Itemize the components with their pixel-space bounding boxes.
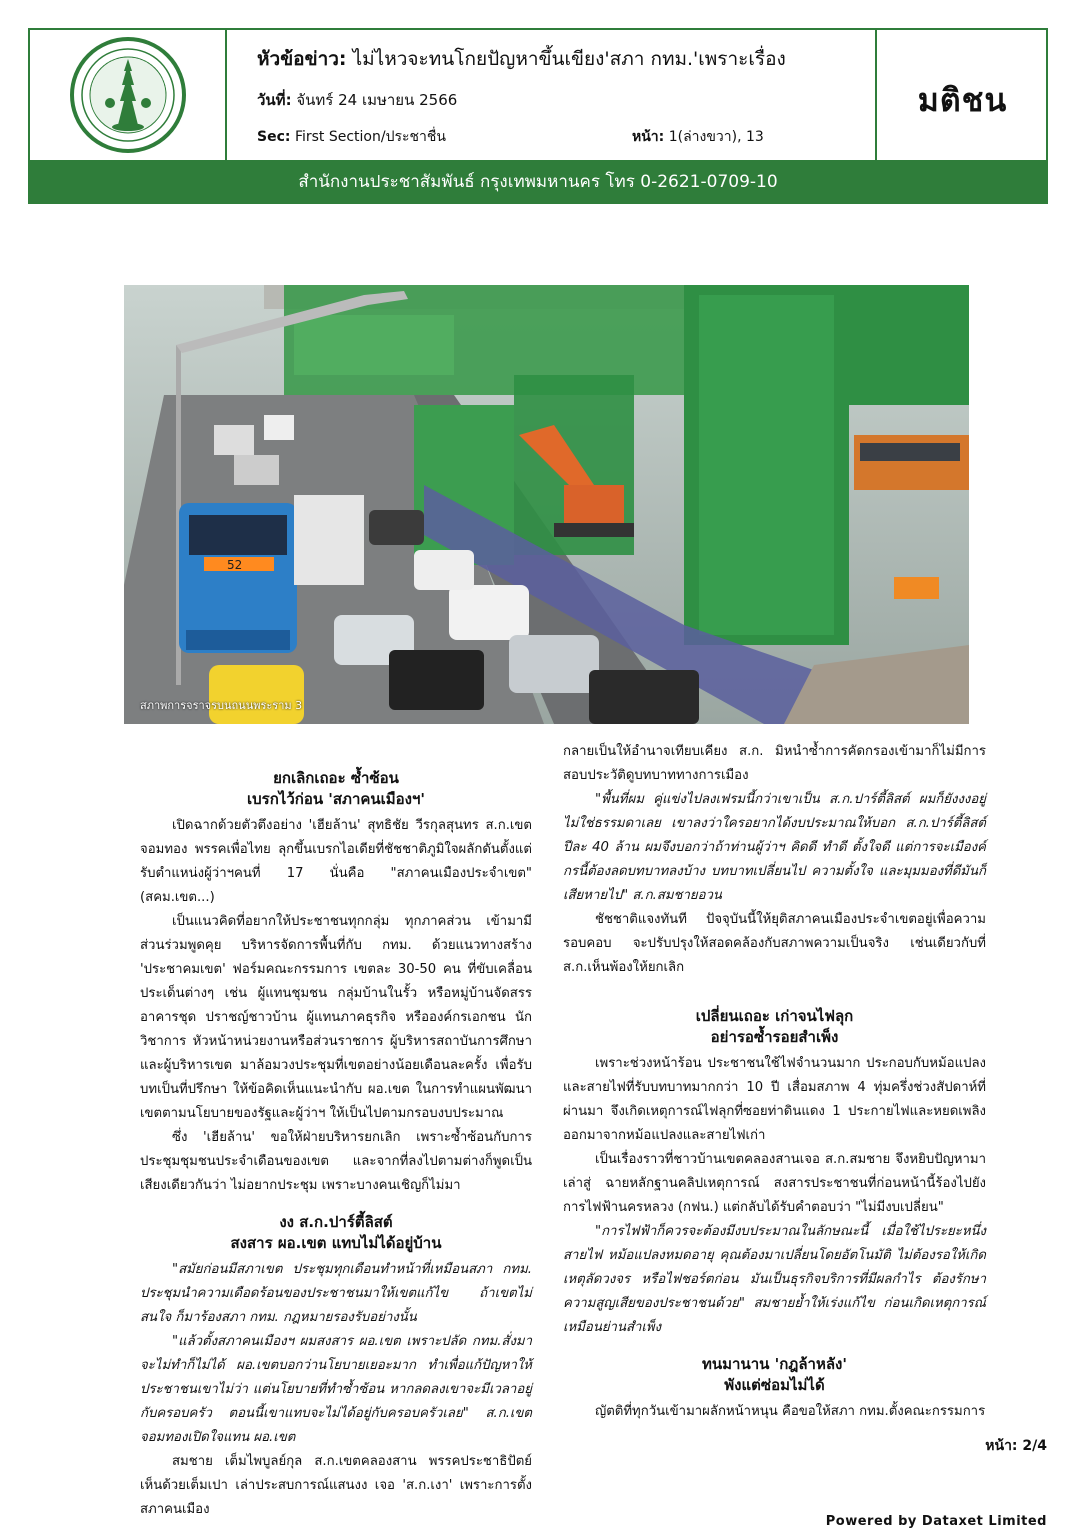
subheading-cancel-line2: เบรกไว้ก่อน 'สภาคนเมืองฯ' <box>246 790 426 808</box>
subheading-partylist-line2: สงสาร ผอ.เขต แทบไม่ได้อยู่บ้าน <box>230 1234 442 1252</box>
section-value: First Section/ประชาชื่น <box>294 129 446 145</box>
bus-route-sign: 52 <box>227 558 243 572</box>
subheading-fire-line1: เปลี่ยนเถอะ เก่าจนไฟลุก <box>695 1007 854 1025</box>
subheading-fire-line2: อย่ารอซ้ำรอยสำเพ็ง <box>710 1028 839 1046</box>
office-contact-bar: สำนักงานประชาสัมพันธ์ กรุงเทพมหานคร โทร 0-2621-0709-10 <box>30 160 1046 204</box>
info-cell <box>227 30 877 160</box>
subheading-partylist-line1: งง ส.ก.ปาร์ตี้ลิสต์ <box>279 1213 393 1231</box>
headline-row <box>257 44 786 74</box>
article-paragraph: กลายเป็นให้อำนาจเทียบเคียง ส.ก. มิหนำซ้ำการคัดกรองเข้ามาก็ไม่มีการสอบประวัติดูบทบาททางการเมือง <box>563 744 986 783</box>
photo-caption: สภาพการจราจรบนถนนพระราม 3 <box>140 699 303 712</box>
powered-by-credit: Powered by Dataxet Limited <box>825 1514 1047 1529</box>
clipping-header <box>28 28 1048 204</box>
article-paragraph: ญัตติที่ทุกวันเข้ามาผลักหน้าหนุน คือขอให้สภา กทม.ตั้งคณะกรรมการ <box>595 1404 986 1419</box>
subheading-rules-line2: พังแต่ซ่อมไม่ได้ <box>724 1376 825 1394</box>
page-value: 1(ล่างขวา), 13 <box>668 129 764 145</box>
article-left-column <box>140 768 532 1517</box>
traffic-construction-illustration <box>124 285 969 724</box>
brand-cell <box>877 30 1048 160</box>
article-paragraph: เป็นแนวคิดที่อยากให้ประชาชนทุกกลุ่ม ทุกภาคส่วน เข้ามามีส่วนร่วมพูดคุย บริหารจัดการพื้นที่กับ กทม. ด้วยแนวทางสร้าง 'ประชาคมเขต' ฟอร์มคณะกรรมการ เขตละ 30-50 คน ที่ขับเคลื่อนประเด็นต่างๆ เช่น ผู้แทนชุมชน กลุ่มบ้านในรั้ว หรือหมู่บ้านจัดสรร อาคารชุด ปราชญ์ชาวบ้าน ผู้แทนภาคธุรกิจ หรือองค์กรเอกชน นักวิชาการ หัวหน้าหน่วยงานหรือส่วนราชการ ผู้บริหารสถาบันการศึกษา และผู้บริหารเขต มาล้อมวงประชุมที่เขตอย่างน้อยเดือนละครั้ง เพื่อรับบทเป็นที่ปรึกษา ให้ข้อคิดเห็นแนะนำกับ ผอ.เขต ในการทำแผนพัฒนาเขตตามนโยบายของรัฐและผู้ว่าฯ ให้เป็นไปตามกรอบงบประมาณ <box>140 914 532 1121</box>
logo-cell <box>30 30 227 160</box>
article-right-column <box>563 740 986 1419</box>
page-row <box>632 126 764 148</box>
quote-paragraph: "การไฟฟ้าก็ควรจะต้องมีงบประมาณในลักษณะนี้ เมื่อใช้ไประยะหนึ่ง สายไฟ หม้อแปลงหมดอายุ คุณต้องมาเปลี่ยนโดยอัตโนมัติ ไม่ต้องรอให้เกิดเหตุลัดวงจร หรือไฟชอร์ตก่อน มันเป็นธุรกิจบริการที่มีผลกำไร ต้องรักษาความสูญเสียของประชาชนด้วย" สมชายย้ำให้เร่งแก้ไข ก่อนเกิดเหตุการณ์เหมือนย่านสำเพ็ง <box>563 1224 986 1335</box>
headline: ไม่ไหวจะทนโกยปัญหาขึ้นเขียง'สภา กทม.'เพราะเรื่อง <box>352 48 786 70</box>
subheading-cancel-line1: ยกเลิกเถอะ ซ้ำซ้อน <box>273 769 399 787</box>
date-row <box>257 88 457 112</box>
news-photo <box>124 285 969 724</box>
date-label: วันที่: <box>257 91 292 109</box>
section-row <box>257 126 446 148</box>
headline-label: หัวข้อข่าว: <box>257 48 347 70</box>
publication-logo: มติชน <box>917 81 1008 119</box>
quote-paragraph: "แล้วตั้งสภาคนเมืองฯ ผมสงสาร ผอ.เขต เพราะปลัด กทม.สั่งมาจะไม่ทำก็ไม่ได้ ผอ.เขตบอกว่านโยบายเยอะมาก ทำเพื่อแก้ปัญหาให้ประชาชนเขาไม่ว่า แต่นโยบายที่ทำซ้ำซ้อน หากลดลงเขาจะมีเวลาอยู่กับครอบครัว ตอนนี้เขาแทบจะไม่ได้อยู่กับครอบครัวเลย" ส.ก.เขตจอมทองเปิดใจแทน ผอ.เขต <box>140 1334 532 1445</box>
page-number: หน้า: 2/4 <box>985 1438 1047 1454</box>
quote-paragraph: "สมัยก่อนมีสภาเขต ประชุมทุกเดือนทำหน้าที่เหมือนสภา กทม. ประชุมนำความเดือดร้อนของประชาชนมาให้เขตแก้ไข ถ้าเขตไม่สนใจ ก็มาร้องสภา กทม. กฎหมายรองรับอย่างนั้น <box>140 1262 532 1325</box>
article-paragraph: เป็นเรื่องราวที่ชาวบ้านเขตคลองสานเจอ ส.ก.สมชาย จึงหยิบปัญหามาเล่าสู่ ฉายหลักฐานคลิปเหตุการณ์ สงสารประชาชนที่ก่อนหน้านี้ร้องไปยังการไฟฟ้านครหลวง (กฟน.) แต่กลับได้รับคำตอบว่า "ไม่มีงบเปลี่ยน" <box>563 1152 986 1215</box>
article-paragraph: เปิดฉากด้วยตัวตึงอย่าง 'เฮียล้าน' สุทธิชัย วีรกุลสุนทร ส.ก.เขตจอมทอง พรรคเพื่อไทย ลุกขึ้นเบรกไอเดียที่ชัชชาติภูมิใจผลักดันตั้งแต่รับตำแหน่งผู้ว่าฯคนที่ 17 นั่นคือ "สภาคนเมืองประจำเขต" (สคม.เขต...) <box>140 818 532 905</box>
quote-paragraph: "พื้นที่ผม คู่แข่งไปลงเฟรมนี้กว่าเขาเป็น ส.ก.ปาร์ตี้ลิสต์ ผมก็ยังงงอยู่ ไม่ใช่ธรรมดาเลย เขาลงว่าใครอยากได้งบประมาณให้บอก ส.ก.ปาร์ตี้ลิสต์ ปีละ 40 ล้าน ผมจึงบอกว่าถ้าท่านผู้ว่าฯ คิดดี ทำดี ตั้งใจดี แต่การจะเมืองค์กรนี้ต้องลดบทบาทลงบ้าง บทบาทเปลี่ยนไป ความตั้งใจ และมุมมองที่ดีมันก็เสียหายไป" ส.ก.สมชายอวน <box>563 792 986 903</box>
article-paragraph: ซึ่ง 'เฮียล้าน' ขอให้ฝ่ายบริหารยกเลิก เพราะซ้ำซ้อนกับการประชุมชุมชนประจำเดือนของเขต และจากที่ลงไปตามต่างก็พูดเป็นเสียงเดียวกันว่า ไม่อยากประชุม เพราะบางคนเชิญก็ไม่มา <box>140 1130 532 1193</box>
section-label: Sec: <box>257 129 291 145</box>
article-paragraph: เพราะช่วงหน้าร้อน ประชาชนใช้ไฟจำนวนมาก ประกอบกับหม้อแปลงและสายไฟที่รับบทบาทมากกว่า 10 ปี เสื่อมสภาพ 4 ทุ่มครึ่งช่วงสัปดาห์ที่ผ่านมา จึงเกิดเหตุการณ์ไฟลุกที่ซอยท่าดินแดง 1 ประกายไฟและหยดเพลิงออกมาจากหม้อแปลงและสายไฟเก่า <box>563 1056 986 1143</box>
article-paragraph: สมชาย เต็มไพบูลย์กุล ส.ก.เขตคลองสาน พรรคประชาธิปัตย์ เห็นด้วยเต็มเปา เล่าประสบการณ์แสนงง เจอ 'ส.ก.เงา' เพราะการตั้งสภาคนเมือง <box>140 1454 532 1517</box>
page-label: หน้า: <box>632 129 665 145</box>
subheading-rules-line1: ทนมานาน 'กฎล้าหลัง' <box>702 1355 847 1373</box>
date-value: จันทร์ 24 เมษายน 2566 <box>296 91 458 109</box>
bangkok-seal-logo <box>70 37 186 153</box>
article-paragraph: ชัชชาติแจงทันที ปัจจุบันนี้ให้ยุติสภาคนเมืองประจำเขตอยู่เพื่อความรอบคอบ จะปรับปรุงให้สอดคล้องกับสภาพความเป็นจริง เช่นเดียวกับที่ ส.ก.เห็นพ้องให้ยกเลิก <box>563 912 986 975</box>
